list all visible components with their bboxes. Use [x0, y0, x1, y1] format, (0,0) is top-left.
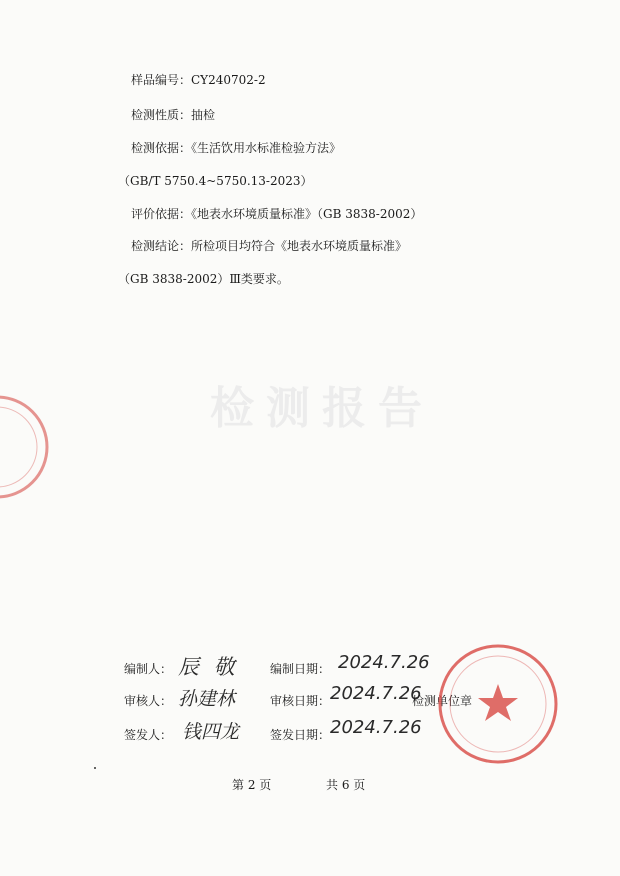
- compile-date-label: 编制日期：: [270, 662, 331, 676]
- reviewer-label: 审核人：: [124, 694, 173, 708]
- watermark-title: 检测报告: [210, 383, 434, 434]
- page-number: 第 2 页: [232, 778, 272, 792]
- evaluation-basis: 评价依据：《地表水环境质量标准》（GB 3838-2002）: [131, 207, 423, 221]
- review-date-label: 审核日期：: [270, 694, 331, 708]
- compiler-signature: 辰 敬: [178, 655, 239, 679]
- test-conclusion: 检测结论：所检项目均符合《地表水环境质量标准》: [131, 239, 408, 253]
- compiler-label: 编制人：: [124, 662, 173, 676]
- approve-date-label: 签发日期：: [270, 728, 331, 742]
- ink-dot: [94, 767, 96, 769]
- testing-unit-seal-label: 检测单位章: [412, 694, 473, 708]
- test-basis: 检测依据：《生活饮用水标准检验方法》: [131, 141, 342, 155]
- review-date: 2024.7.26: [330, 683, 422, 704]
- test-basis-standard: （GB/T 5750.4~5750.13-2023）: [118, 174, 313, 188]
- approver-signature: 钱四龙: [182, 721, 240, 743]
- approve-date: 2024.7.26: [330, 717, 422, 738]
- total-pages: 共 6 页: [326, 778, 366, 792]
- reviewer-signature: 孙建林: [178, 688, 236, 710]
- test-nature: 检测性质：抽检: [131, 108, 216, 122]
- compile-date: 2024.7.26: [338, 652, 430, 673]
- test-conclusion-cont: （GB 3838-2002）Ⅲ类要求。: [118, 272, 289, 286]
- seal-stamp-left-icon: [0, 392, 52, 502]
- official-seal-stamp-icon: [434, 640, 562, 768]
- approver-label: 签发人：: [124, 728, 173, 742]
- sample-number: 样品编号：CY240702-2: [131, 73, 266, 87]
